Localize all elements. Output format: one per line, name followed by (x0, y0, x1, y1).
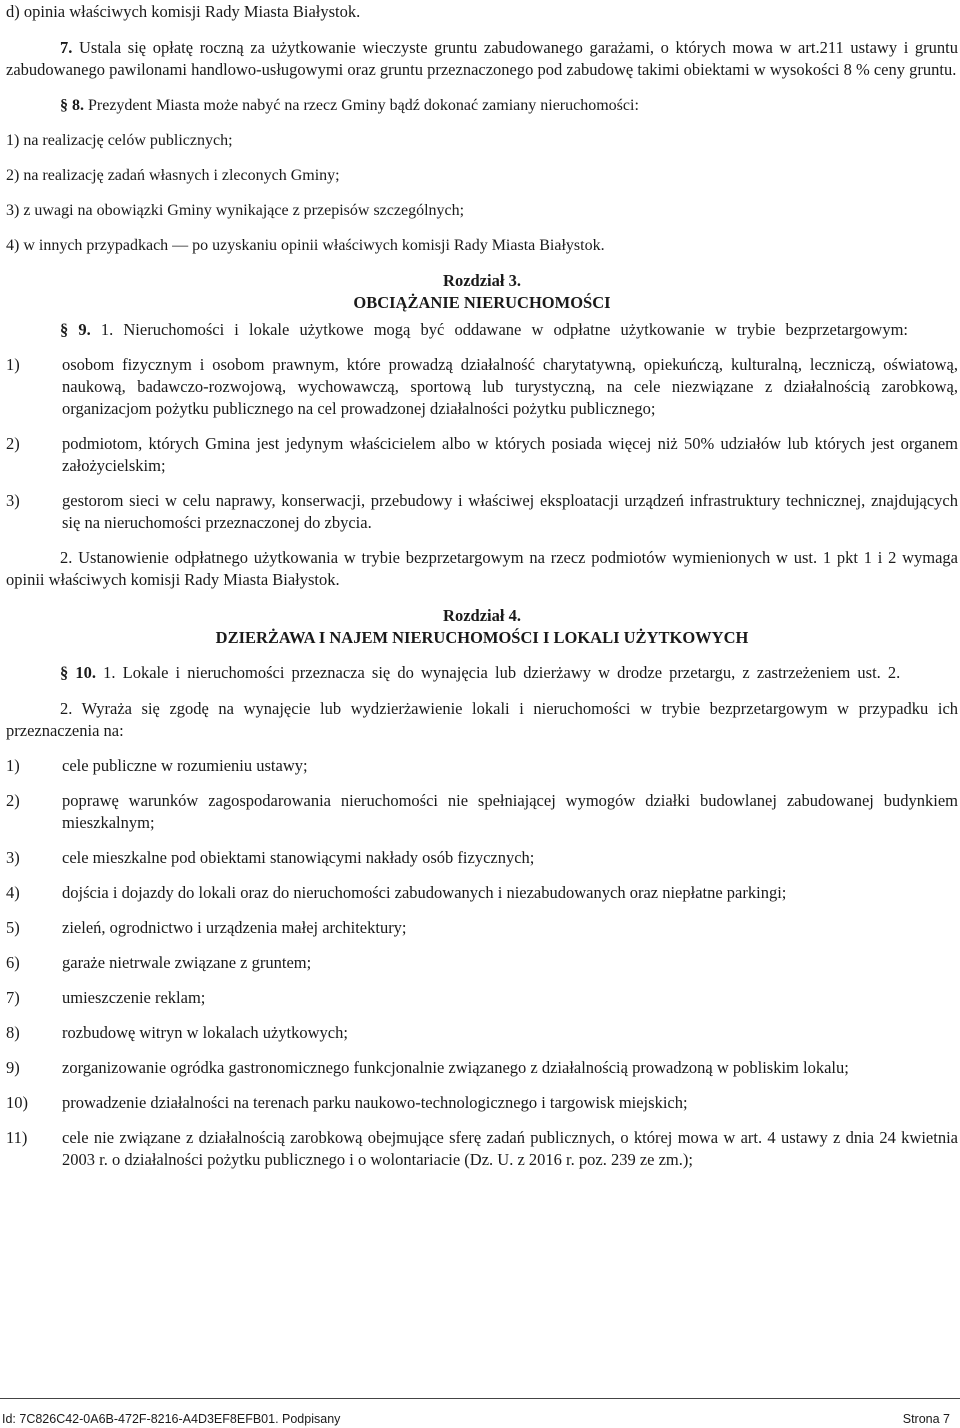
item-number: 2) (6, 791, 20, 810)
list-item: 3) z uwagi na obowiązki Gminy wynikające z przepisów szczególnych; (6, 202, 465, 219)
item-text: cele nie związane z działalnością zarobkową obejmujące sferę zadań publicznych, o której mowa w art. 4 ustawy z dnia 24 kwietnia 2003 r. o działalności pożytku publicznego i o wolontariacie (Dz. U. z 2016 r. poz. 239 ze zm.); (62, 1128, 958, 1169)
item-text: cele publiczne w rozumieniu ustawy; (62, 756, 308, 775)
section-number: § 10. (60, 663, 96, 682)
chapter-label: Rozdział 4. (443, 606, 521, 625)
section-9-paragraph-2 (6, 547, 958, 591)
section-9 (6, 319, 958, 341)
item-number: 10) (6, 1093, 28, 1112)
item-text: rozbudowę witryn w lokalach użytkowych; (62, 1023, 348, 1042)
item-number: 11) (6, 1128, 28, 1147)
list-item (6, 1022, 958, 1044)
chapter-title: DZIERŻAWA I NAJEM NIERUCHOMOŚCI I LOKALI UŻYTKOWYCH (215, 628, 749, 647)
section-text: Prezydent Miasta może nabyć na rzecz Gminy bądź dokonać zamiany nieruchomości: (88, 97, 639, 114)
section-8 (6, 95, 958, 117)
paragraph-number: 7. (60, 38, 73, 57)
item-number: 8) (6, 1023, 20, 1042)
list-item (6, 1092, 958, 1114)
list-item (6, 1127, 958, 1171)
list-item-d: d) opinia właściwych komisji Rady Miasta Białystok. (6, 2, 361, 21)
section-10 (6, 662, 958, 684)
item-number: 7) (6, 988, 20, 1007)
chapter-4-heading (6, 605, 958, 649)
list-item (6, 1057, 958, 1079)
list-item (6, 354, 958, 420)
list-item (6, 490, 958, 534)
list-item: 4) w innych przypadkach — po uzyskaniu opinii właściwych komisji Rady Miasta Białystok. (6, 237, 605, 254)
section-10-paragraph-2 (6, 698, 958, 742)
section-text: Lokale i nieruchomości przeznacza się do wynajęcia lub dzierżawy w drodze przetargu, z zastrzeżeniem ust. 2. (122, 663, 901, 682)
item-text: cele mieszkalne pod obiektami stanowiącymi nakłady osób fizycznych; (62, 848, 535, 867)
page-footer (0, 1398, 960, 1426)
item-text: umieszczenie reklam; (62, 988, 206, 1007)
item-number: 4) (6, 883, 20, 902)
item-text: zorganizowanie ogródka gastronomicznego funkcjonalnie związanego z działalnością prowadzoną w pobliskim lokalu; (62, 1058, 849, 1077)
section-10-list (6, 755, 958, 1171)
item-text: osobom fizycznym i osobom prawnym, które prowadzą działalność charytatywną, opiekuńczą, kulturalną, leczniczą, oświatową, naukową, badawczo-rozwojową, wychowawczą, sportową lub turystyczną, na cele niezwiązane z działalnością zarobkową, organizacjom pożytku publicznego na cel prowadzonej działalności pożytku publicznego; (62, 355, 958, 418)
section-9-list (6, 354, 958, 534)
list-item (6, 847, 958, 869)
section-text: Nieruchomości i lokale użytkowe mogą być oddawane w odpłatne użytkowanie w trybie bezprzetargowym: (123, 320, 909, 339)
item-text: zieleń, ogrodnictwo i urządzenia małej architektury; (62, 918, 407, 937)
section-8-list (6, 130, 958, 257)
paragraph-text: Ustanowienie odpłatnego użytkowania w trybie bezprzetargowym na rzecz podmiotów wymienionych w ust. 1 pkt 1 i 2 wymaga opinii właściwych komisji Rady Miasta Białystok. (6, 548, 958, 589)
item-text: prowadzenie działalności na terenach parku naukowo-technologicznego i targowisk miejskich; (62, 1093, 688, 1112)
list-item (6, 917, 958, 939)
chapter-title: OBCIĄŻANIE NIERUCHOMOŚCI (353, 293, 611, 312)
list-item (6, 755, 958, 777)
item-text: podmiotom, których Gmina jest jedynym właścicielem albo w których posiada więcej niż 50% udziałów lub których jest organem założycielskim; (62, 434, 958, 475)
item-number: 9) (6, 1058, 20, 1077)
paragraph-7 (6, 37, 958, 81)
list-item (6, 952, 958, 974)
chapter-3-heading (6, 270, 958, 314)
list-item (6, 987, 958, 1009)
chapter-label: Rozdział 3. (443, 271, 521, 290)
section-number: § 9. (60, 320, 91, 339)
paragraph-number: 2. (60, 699, 73, 718)
item-number: 6) (6, 953, 20, 972)
section-number: § 8. (60, 97, 84, 114)
item-number: 1) (6, 355, 20, 374)
item-number: 3) (6, 491, 20, 510)
paragraph-number: 1. (103, 663, 116, 682)
list-item (6, 433, 958, 477)
paragraph-number: 2. (60, 548, 73, 567)
item-number: 5) (6, 918, 20, 937)
paragraph-text: Wyraża się zgodę na wynajęcie lub wydzierżawienie lokali i nieruchomości w trybie bezprzetargowym w przypadku ich przeznaczenia na: (6, 699, 959, 740)
list-item: 2) na realizację zadań własnych i zleconych Gminy; (6, 167, 340, 184)
item-text: garaże nietrwale związane z gruntem; (62, 953, 312, 972)
item-text: poprawę warunków zagospodarowania nieruchomości nie spełniającej wymogów działki budowlanej zabudowanej budynkiem mieszkalnym; (62, 791, 958, 832)
item-number: 3) (6, 848, 20, 867)
list-item (6, 790, 958, 834)
item-number: 2) (6, 434, 20, 453)
page-number: Strona 7 (902, 1412, 950, 1426)
paragraph-text: Ustala się opłatę roczną za użytkowanie wieczyste gruntu zabudowanego garażami, o których mowa w art.211 ustawy i gruntu zabudowanego pawilonami handlowo-usługowymi oraz gruntu przeznaczonego pod zabudowę takimi obiektami w wysokości 8 % ceny gruntu. (6, 38, 959, 79)
list-item: 1) na realizację celów publicznych; (6, 132, 233, 149)
item-number: 1) (6, 756, 20, 775)
paragraph-number: 1. (100, 320, 114, 339)
item-text: gestorom sieci w celu naprawy, konserwacji, przebudowy i właściwej eksploatacji urządzeń infrastruktury technicznej, znajdujących się na nieruchomości przeznaczonej do zbycia. (62, 491, 958, 532)
item-text: dojścia i dojazdy do lokali oraz do nieruchomości zabudowanych i niezabudowanych oraz niepłatne parkingi; (62, 883, 787, 902)
document-page (6, 0, 958, 1171)
document-id: Id: 7C826C42-0A6B-472F-8216-A4D3EF8EFB01. Podpisany (2, 1412, 341, 1426)
list-item (6, 882, 958, 904)
